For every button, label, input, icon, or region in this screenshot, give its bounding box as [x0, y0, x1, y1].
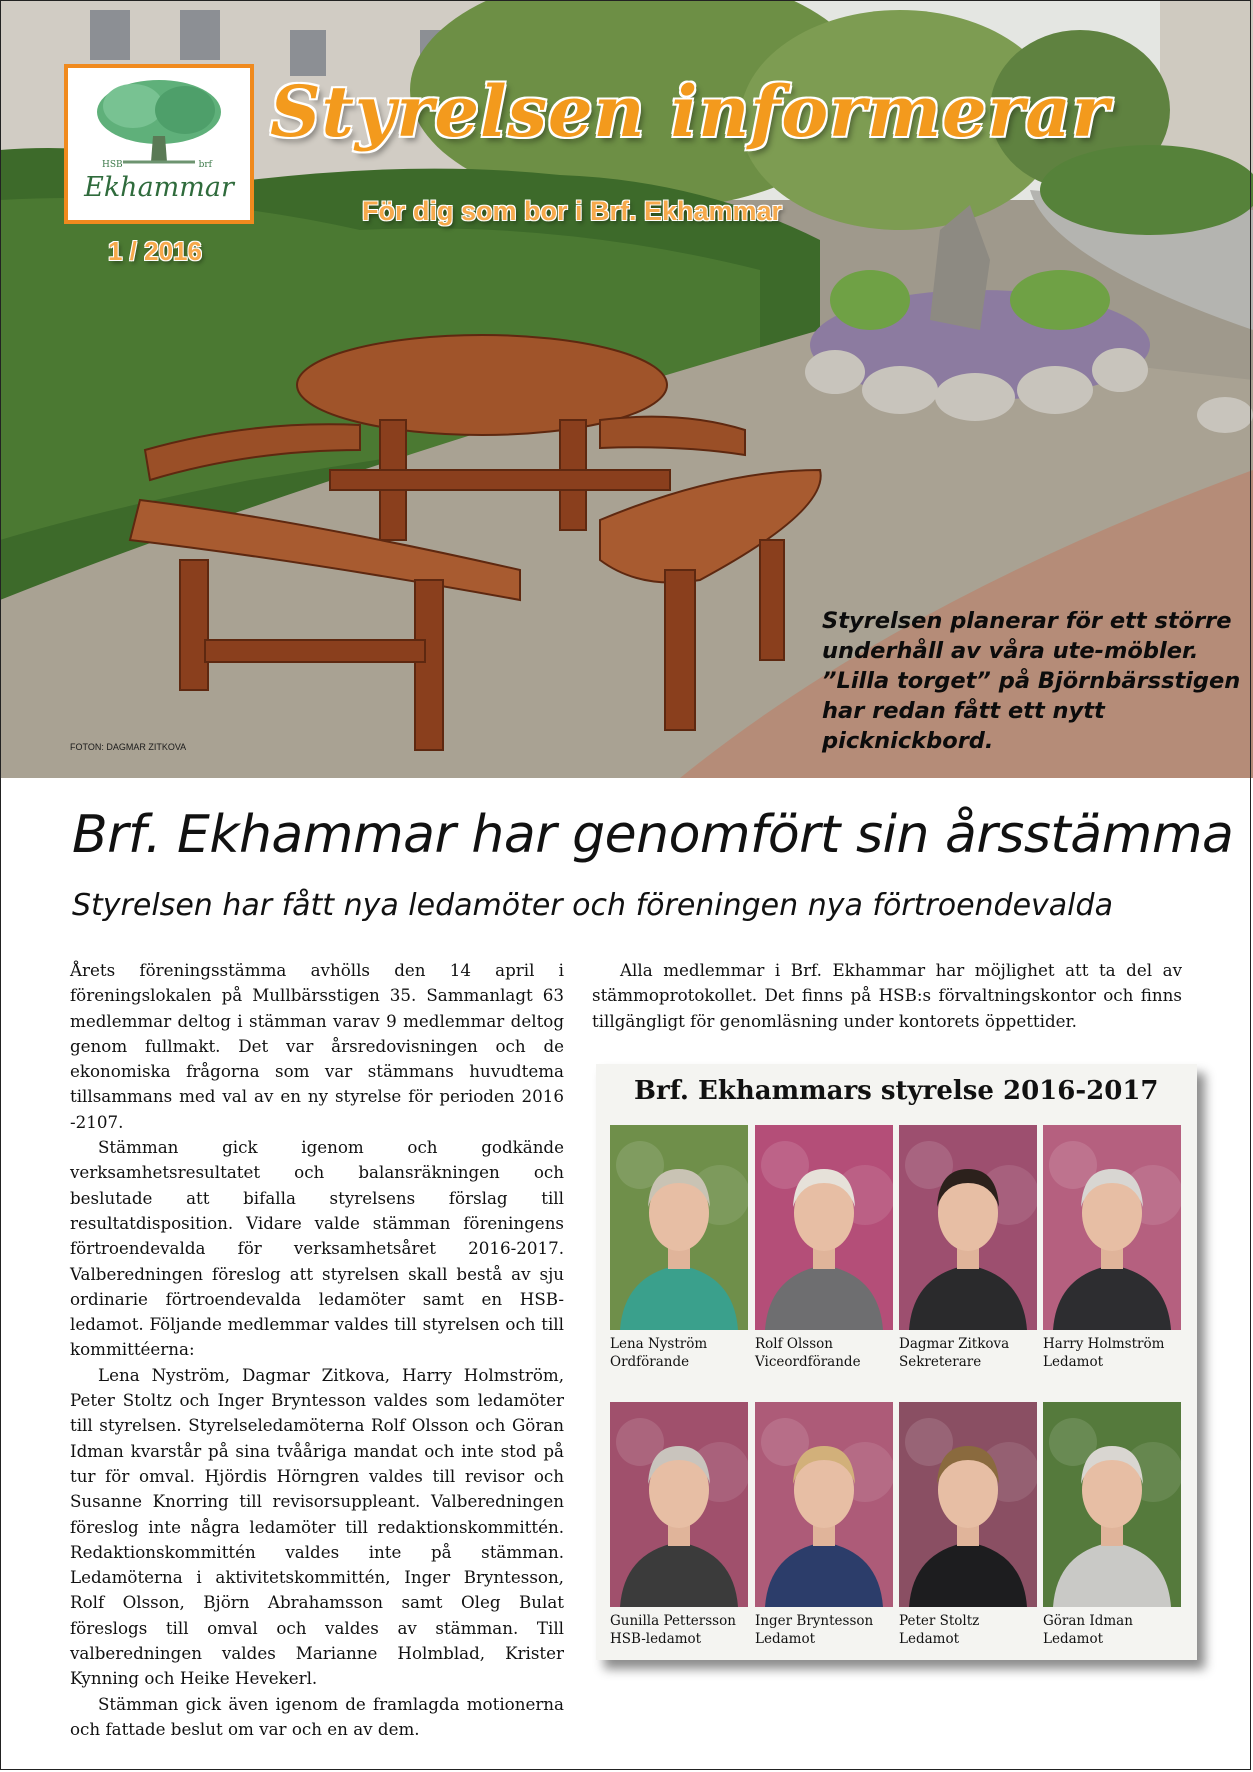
photo-caption: Styrelsen planerar för ett större underhåll av våra ute-möbler. ”Lilla torget” på Björnbärsstigen har redan fått ett nytt picknickbord. [822, 608, 1241, 754]
issue-number: 1 / 2016 [108, 236, 202, 266]
member-role: Ledamot [755, 1631, 815, 1647]
paragraph: Stämman gick igenom och godkände verksamhetsresultatet och balansräkningen och beslutade att bifalla styrelsens förslag till resultatdisposition. Vidare valde stämman föreningens förtroendevalda för verksamhetsåret 2016-2017. Valberedningen föreslog att styrelsen skall bestå av sju ordinarie förtroendevalda ledamöter samt en HSB-ledamot. Följande medlemmar valdes till styrelsen och till kommittéerna: [70, 1137, 564, 1360]
paragraph: Alla medlemmar i Brf. Ekhammar har möjlighet att ta del av stämmoprotokollet. Det finns på HSB:s förvaltningskontor och finns tillgängligt för genomläsning under kontorets öppettider. [592, 960, 1182, 1031]
member-role: Ledamot [1043, 1354, 1103, 1370]
member-name: Harry Holmström [1043, 1336, 1165, 1352]
member-role: Ordförande [610, 1354, 690, 1370]
member-name: Peter Stoltz [899, 1613, 980, 1629]
logo-hsb-text: HSB [102, 160, 123, 170]
photo-credit: FOTON: DAGMAR ZITKOVA [70, 742, 187, 752]
paragraph: Årets föreningsstämma avhölls den 14 april i föreningslokalen på Mullbärsstigen 35. Sammanlagt 63 medlemmar deltog i stämman varav 9 medlemmar deltog genom fullmakt. Det var årsredovisningen och de ekonomiska frågorna som var stämmans huvudtema tillsammans med val av en ny styrelse för perioden 2016 -2107. [70, 960, 564, 1132]
member-name: Inger Bryntesson [755, 1613, 874, 1629]
member-role: Sekreterare [899, 1354, 982, 1370]
article-headline: Brf. Ekhammar har genomfört sin årsstämma [72, 805, 1234, 865]
member-role: Ledamot [1043, 1631, 1103, 1647]
masthead-title: Styrelsen informerar [270, 70, 1110, 153]
member-name: Lena Nyström [610, 1336, 708, 1352]
member-role: Viceordförande [755, 1354, 861, 1370]
member-role: Ledamot [899, 1631, 959, 1647]
paragraph: Stämman gick även igenom de framlagda motionerna och fattade beslut om var och en av dem. [70, 1693, 564, 1739]
member-name: Rolf Olsson [755, 1336, 833, 1352]
logo-brf-text: brf [198, 160, 212, 170]
member-name: Gunilla Pettersson [610, 1613, 736, 1629]
board-title: Brf. Ekhammars styrelse 2016-2017 [634, 1076, 1159, 1106]
member-name: Göran Idman [1043, 1613, 1133, 1629]
member-name: Dagmar Zitkova [899, 1336, 1010, 1352]
masthead-subtitle: För dig som bor i Brf. Ekhammar [362, 196, 783, 226]
article-subheadline: Styrelsen har fått nya ledamöter och föreningen nya förtroendevalda [72, 888, 1113, 923]
logo-name: Ekhammar [84, 172, 234, 203]
member-role: HSB-ledamot [610, 1631, 702, 1647]
paragraph: Lena Nyström, Dagmar Zitkova, Harry Holmström, Peter Stoltz och Inger Bryntesson valdes som ledamöter till styrelsen. Styrelseledamöterna Rolf Olsson och Göran Idman kvarstår på sina tvååriga mandat och inte stod på tur för omval. Hjördis Hörngren valdes till revisor och Susanne Knorring till revisorsuppleant. Valberedningen föreslog inte några ledamöter till redaktionskommittén. Redaktionskommittén valdes inte på stämman. Ledamöterna i aktivitetskommittén, Inger Bryntesson, Rolf Olsson, Björn Abrahamsson samt Oleg Bulat föreslogs till omval och valdes av stämman. Till valberedningen valdes Marianne Holmblad, Krister Kynning och Heike Hevekerl. [70, 1364, 564, 1689]
